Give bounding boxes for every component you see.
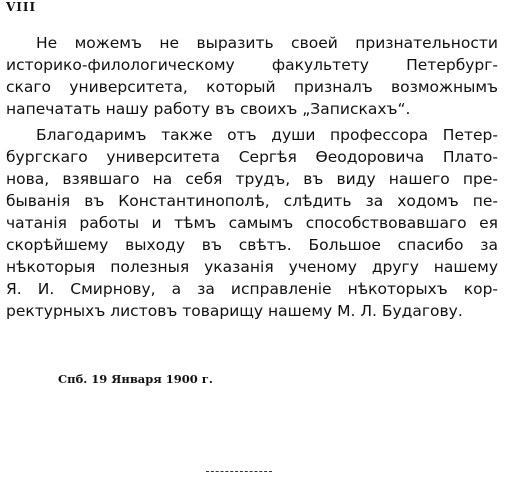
paragraph-2-line-9: ректурныхъ листовъ товарищу нашему М. Л. Будагову. xyxy=(6,302,463,320)
paragraph-1-line-3: скаго университета, который призналъ возможнымъ xyxy=(6,78,498,96)
paragraph-2-line-5: чатанія работы и тѣмъ самымъ способствовавшаго ея xyxy=(6,214,498,232)
paragraph-2-line-4: быванія въ Константинополѣ, слѣдить за ходомъ пе- xyxy=(6,192,498,210)
signature-date: Спб. 19 Января 1900 г. xyxy=(58,372,213,386)
paragraph-2-line-3: нова, взявшаго на себя трудъ, въ виду нашего пре- xyxy=(6,170,498,188)
paragraph-2-line-8: Я. И. Смирнову, а за исправленіе нѣкоторыхъ кор- xyxy=(6,280,498,298)
paragraph-2-line-6: скорѣйшему выходу въ свѣтъ. Большое спасибо за xyxy=(6,236,498,254)
paragraph-1-line-1: Не можемъ не выразить своей признательности xyxy=(36,34,498,52)
paragraph-2-line-1: Благодаримъ также отъ души профессора Петер- xyxy=(36,126,498,144)
end-rule xyxy=(206,471,272,472)
paragraph-2-line-7: нѣкоторыя полезныя указанія ученому другу нашему xyxy=(6,258,498,276)
page-number: VIII xyxy=(6,0,37,14)
paragraph-2-line-2: бургскаго университета Сергѣя Ѳеодоровича Плато- xyxy=(6,148,498,166)
paragraph-1-line-4: напечатать нашу работу въ своихъ „Запискахъ“. xyxy=(6,100,411,118)
paragraph-1-line-2: историко-филологическому факультету Петербург- xyxy=(6,56,498,74)
